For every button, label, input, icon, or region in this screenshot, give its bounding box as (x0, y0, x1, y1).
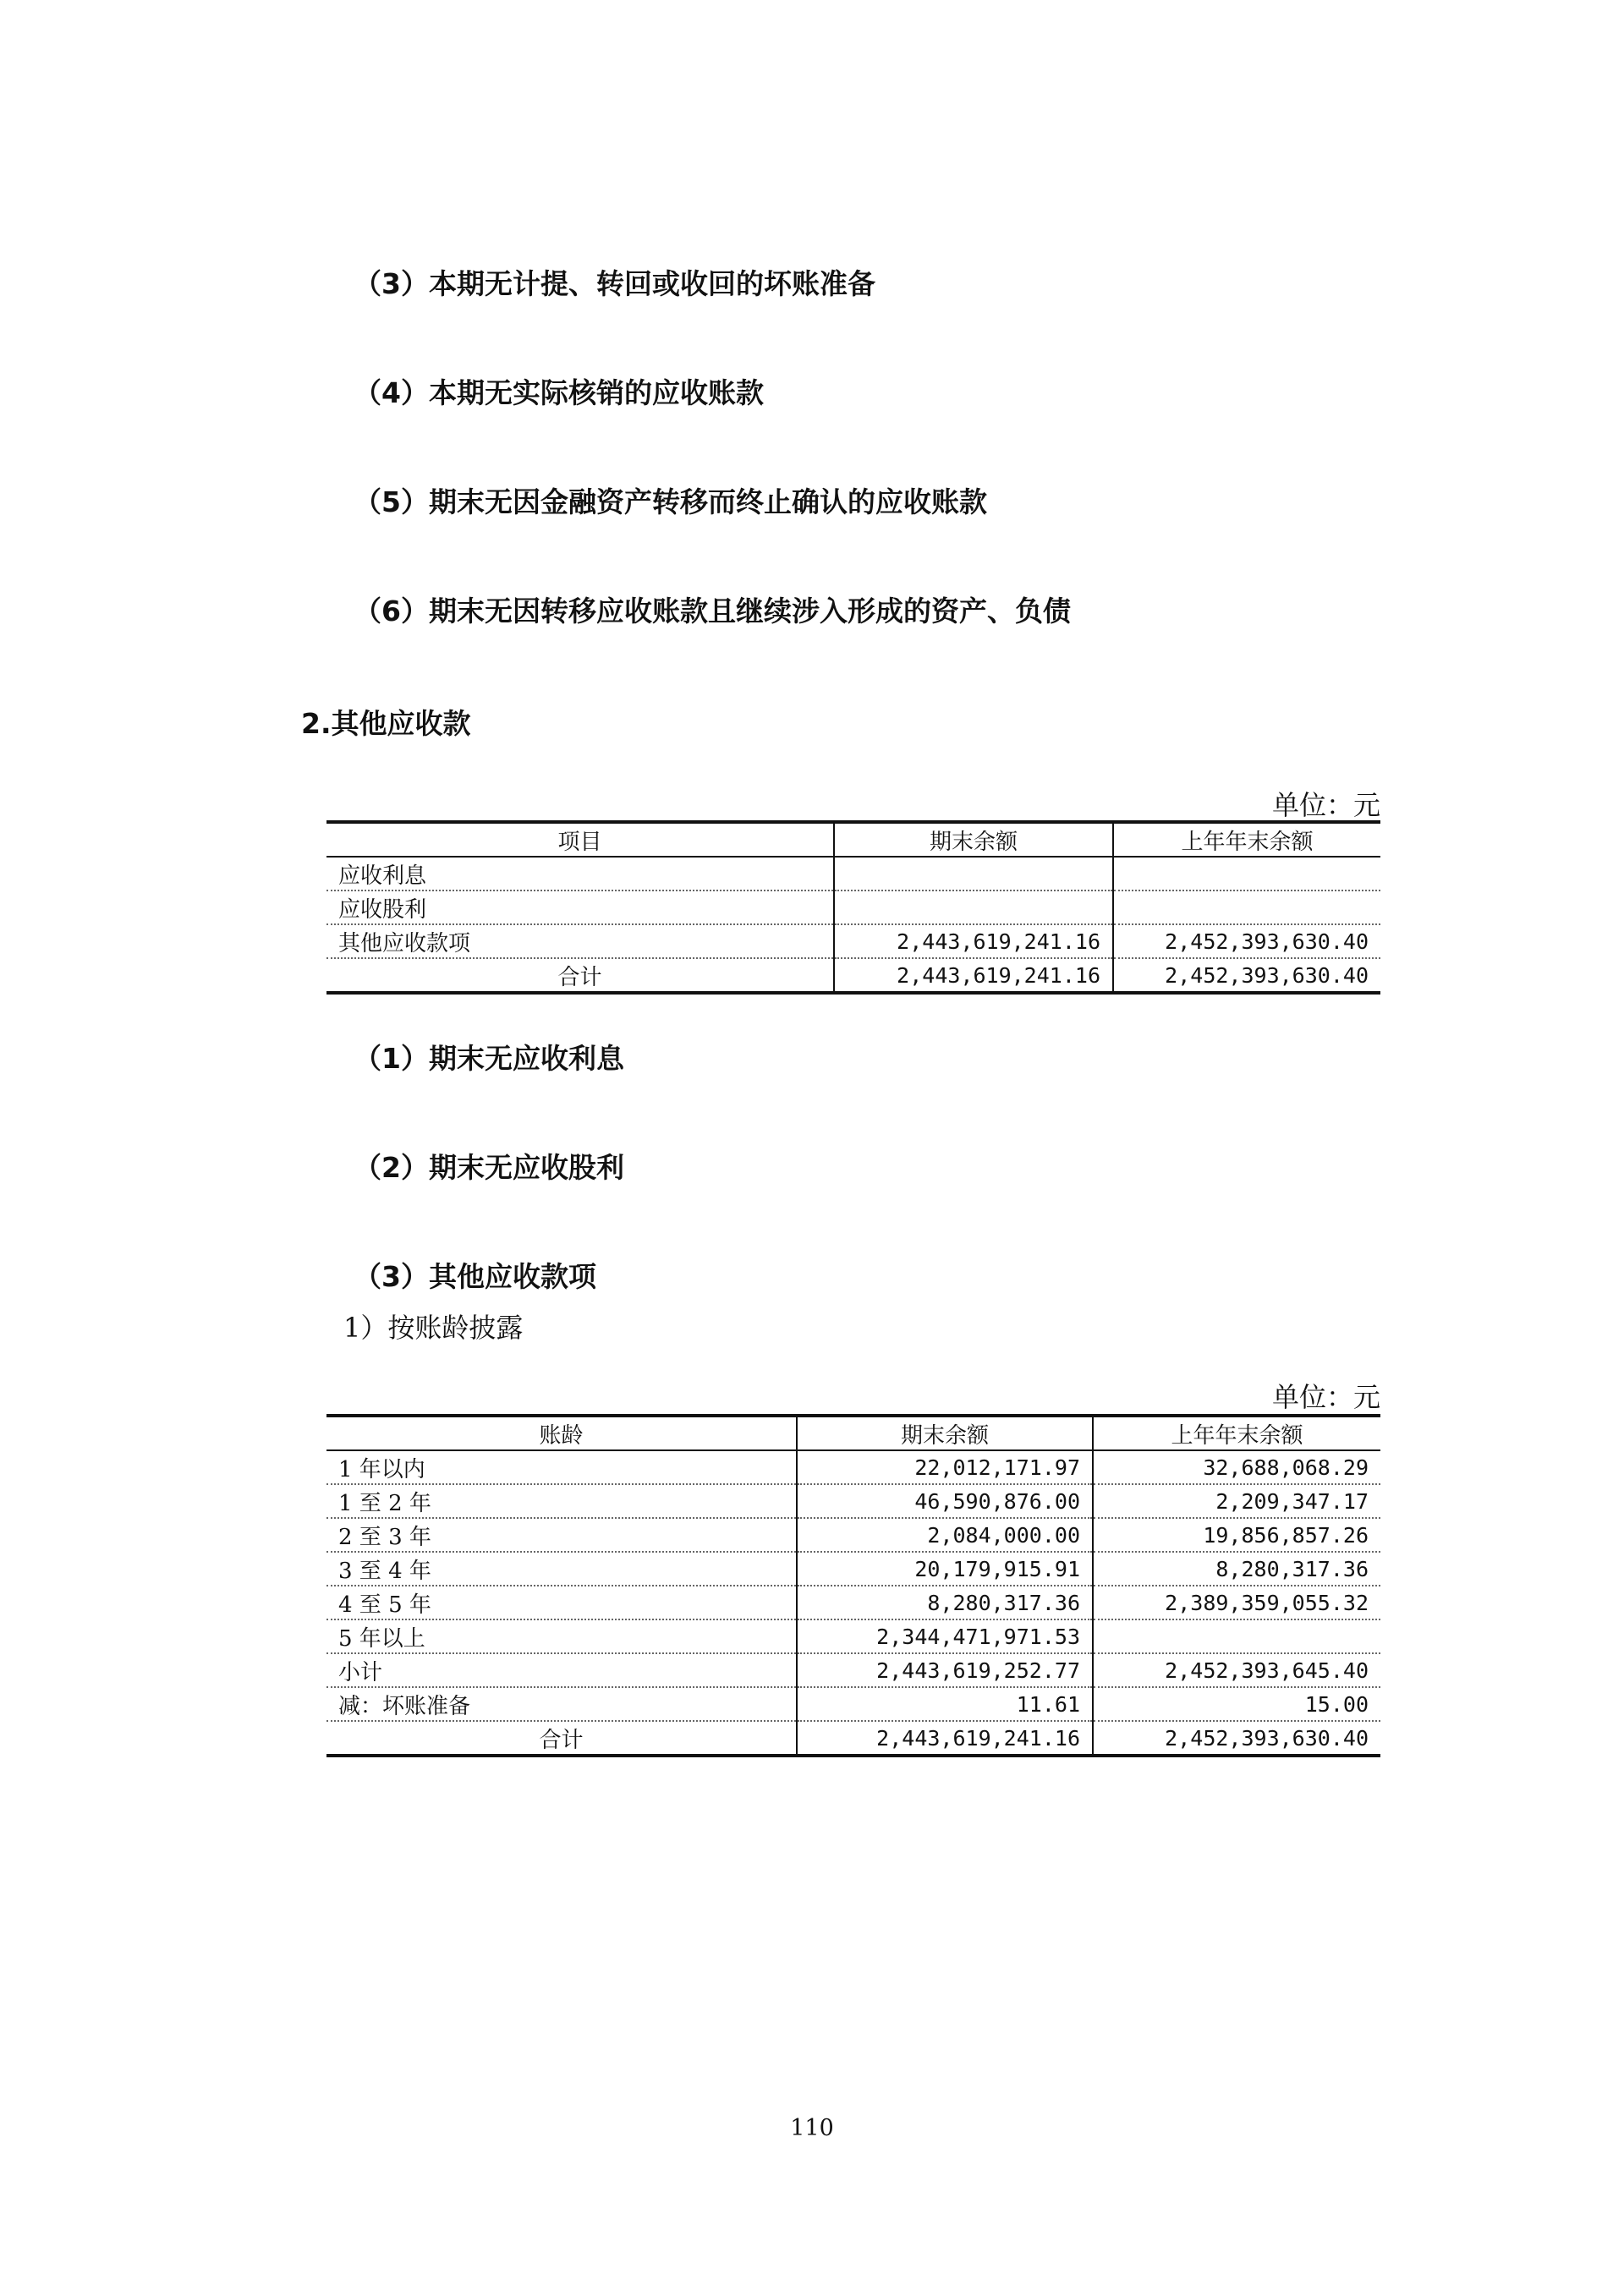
total-closing-balance: 2,443,619,241.16 (797, 1721, 1093, 1756)
aging-label: 4 至 5 年 (326, 1586, 797, 1619)
unit-label: 单位：元 (1271, 789, 1380, 821)
closing-balance-cell: 2,443,619,241.16 (834, 924, 1113, 958)
closing-balance-cell (834, 857, 1113, 890)
column-header-closing-balance: 期末余额 (797, 1416, 1093, 1450)
closing-balance-cell (834, 890, 1113, 924)
heading-no-continuing-involvement: （6）期末无因转移应收账款且继续涉入形成的资产、负债 (354, 595, 1071, 627)
bad-debt-provision-label: 减：坏账准备 (326, 1687, 797, 1721)
heading-no-interest-receivable: （1）期末无应收利息 (354, 1042, 624, 1075)
aging-label: 1 至 2 年 (326, 1484, 797, 1518)
prior-year-balance-cell: 19,856,857.26 (1093, 1518, 1380, 1552)
column-header-prior-year-balance: 上年年末余额 (1113, 822, 1380, 857)
prior-year-balance-cell: 32,688,068.29 (1093, 1450, 1380, 1484)
aging-label: 3 至 4 年 (326, 1552, 797, 1586)
table-total-row (326, 1721, 1380, 1756)
heading-no-derecognition: （5）期末无因金融资产转移而终止确认的应收账款 (354, 485, 987, 518)
closing-balance-cell: 2,084,000.00 (797, 1518, 1093, 1552)
table-subtotal-row (326, 1653, 1380, 1687)
row-label: 应收股利 (326, 890, 834, 924)
prior-year-balance-cell: 2,389,359,055.32 (1093, 1586, 1380, 1619)
bad-debt-provision-closing: 11.61 (797, 1687, 1093, 1721)
page-number: 110 (790, 2115, 834, 2141)
prior-year-balance-cell: 8,280,317.36 (1093, 1552, 1380, 1586)
table-total-row (326, 958, 1380, 993)
bad-debt-provision-prior-year: 15.00 (1093, 1687, 1380, 1721)
table-row (326, 1586, 1380, 1619)
aging-label: 5 年以上 (326, 1619, 797, 1653)
prior-year-balance-cell: 2,209,347.17 (1093, 1484, 1380, 1518)
table-row (326, 1518, 1380, 1552)
aging-label: 1 年以内 (326, 1450, 797, 1484)
aging-label: 2 至 3 年 (326, 1518, 797, 1552)
prior-year-balance-cell (1113, 890, 1380, 924)
table-header-row (326, 1416, 1380, 1450)
column-header-aging: 账龄 (326, 1416, 797, 1450)
closing-balance-cell: 46,590,876.00 (797, 1484, 1093, 1518)
prior-year-balance-cell (1113, 857, 1380, 890)
row-label: 其他应收款项 (326, 924, 834, 958)
subtotal-label: 小计 (326, 1653, 797, 1687)
subtitle-aging-disclosure: 1）按账龄披露 (343, 1312, 524, 1344)
unit-label-aging: 单位：元 (1271, 1381, 1380, 1413)
heading-no-dividends-receivable: （2）期末无应收股利 (354, 1151, 624, 1184)
aging-table (326, 1414, 1380, 1757)
other-receivables-table (326, 820, 1380, 995)
table-header-row (326, 822, 1380, 857)
prior-year-balance-cell: 2,452,393,630.40 (1113, 924, 1380, 958)
total-label: 合计 (326, 958, 834, 993)
column-header-prior-year-balance: 上年年末余额 (1093, 1416, 1380, 1450)
table-row (326, 924, 1380, 958)
heading-other-receivable-items: （3）其他应收款项 (354, 1260, 596, 1293)
heading-no-write-off: （4）本期无实际核销的应收账款 (354, 376, 764, 409)
total-prior-year-balance: 2,452,393,630.40 (1093, 1721, 1380, 1756)
table-row (326, 857, 1380, 890)
table-row (326, 1619, 1380, 1653)
column-header-closing-balance: 期末余额 (834, 822, 1113, 857)
row-label: 应收利息 (326, 857, 834, 890)
closing-balance-cell: 8,280,317.36 (797, 1586, 1093, 1619)
column-header-item: 项目 (326, 822, 834, 857)
section-title-other-receivables: 2.其他应收款 (301, 707, 471, 740)
table-row (326, 1484, 1380, 1518)
subtotal-prior-year-balance: 2,452,393,645.40 (1093, 1653, 1380, 1687)
prior-year-balance-cell (1093, 1619, 1380, 1653)
table-row (326, 890, 1380, 924)
table-row (326, 1687, 1380, 1721)
heading-no-bad-debt-provision: （3）本期无计提、转回或收回的坏账准备 (354, 267, 875, 300)
table-row (326, 1450, 1380, 1484)
table-row (326, 1552, 1380, 1586)
total-prior-year-balance: 2,452,393,630.40 (1113, 958, 1380, 993)
total-label: 合计 (326, 1721, 797, 1756)
closing-balance-cell: 2,344,471,971.53 (797, 1619, 1093, 1653)
closing-balance-cell: 20,179,915.91 (797, 1552, 1093, 1586)
subtotal-closing-balance: 2,443,619,252.77 (797, 1653, 1093, 1687)
total-closing-balance: 2,443,619,241.16 (834, 958, 1113, 993)
closing-balance-cell: 22,012,171.97 (797, 1450, 1093, 1484)
